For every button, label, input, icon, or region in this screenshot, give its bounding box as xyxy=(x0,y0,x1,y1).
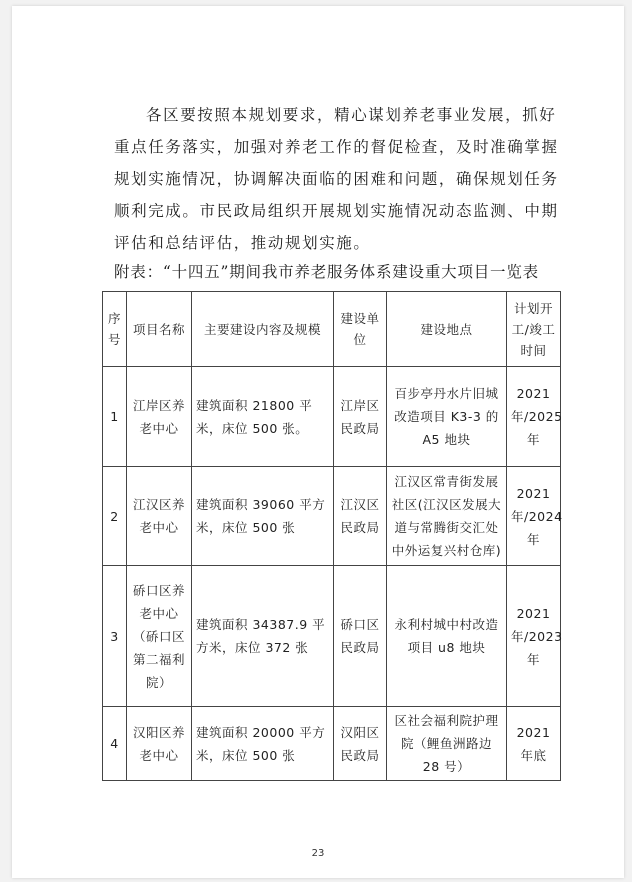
table-row xyxy=(103,467,561,566)
cell-name: 汉阳区养老中心 xyxy=(127,707,192,781)
cell-no: 2 xyxy=(103,467,127,566)
header-name: 项目名称 xyxy=(127,292,192,367)
cell-unit: 江岸区民政局 xyxy=(334,367,387,467)
header-unit: 建设单位 xyxy=(334,292,387,367)
header-no: 序号 xyxy=(103,292,127,367)
cell-time: 2021年底 xyxy=(507,707,561,781)
table-caption: 附表：“十四五”期间我市养老服务体系建设重大项目一览表 xyxy=(114,263,539,281)
table-header-row xyxy=(103,292,561,367)
body-paragraph: 各区要按照本规划要求，精心谋划养老事业发展，抓好重点任务落实，加强对养老工作的督促检查，及时准确掌握规划实施情况，协调解决面临的困难和问题，确保规划任务顺利完成。市民政局组织开展规划实施情况动态监测、中期评估和总结评估，推动规划实施。 xyxy=(114,106,559,252)
cell-no: 1 xyxy=(103,367,127,467)
cell-name: 江汉区养老中心 xyxy=(127,467,192,566)
cell-location: 永利村城中村改造项目 u8 地块 xyxy=(387,566,507,707)
header-content: 主要建设内容及规模 xyxy=(192,292,334,367)
cell-time: 2021年/2023年 xyxy=(507,566,561,707)
table-row xyxy=(103,566,561,707)
cell-location: 百步亭丹水片旧城改造项目 K3-3 的 A5 地块 xyxy=(387,367,507,467)
cell-content: 建筑面积 21800 平米，床位 500 张。 xyxy=(192,367,334,467)
header-location: 建设地点 xyxy=(387,292,507,367)
cell-no: 4 xyxy=(103,707,127,781)
header-time: 计划开工/竣工时间 xyxy=(507,292,561,367)
projects-table xyxy=(102,291,561,781)
cell-time: 2021年/2024年 xyxy=(507,467,561,566)
cell-content: 建筑面积 34387.9 平方米，床位 372 张 xyxy=(192,566,334,707)
cell-location: 江汉区常青街发展社区(江汉区发展大道与常腾街交汇处中外运复兴村仓库) xyxy=(387,467,507,566)
table-row xyxy=(103,367,561,467)
document-page xyxy=(12,6,624,878)
cell-location: 区社会福利院护理院（鲤鱼洲路边 28 号） xyxy=(387,707,507,781)
page-number: 23 xyxy=(311,848,325,859)
table-row xyxy=(103,707,561,781)
cell-unit: 江汉区民政局 xyxy=(334,467,387,566)
cell-content: 建筑面积 39060 平方米，床位 500 张 xyxy=(192,467,334,566)
cell-unit: 汉阳区民政局 xyxy=(334,707,387,781)
cell-content: 建筑面积 20000 平方米，床位 500 张 xyxy=(192,707,334,781)
cell-no: 3 xyxy=(103,566,127,707)
cell-time: 2021年/2025年 xyxy=(507,367,561,467)
cell-name: 江岸区养老中心 xyxy=(127,367,192,467)
cell-name: 硚口区养老中心（硚口区第二福利院） xyxy=(127,566,192,707)
cell-unit: 硚口区民政局 xyxy=(334,566,387,707)
